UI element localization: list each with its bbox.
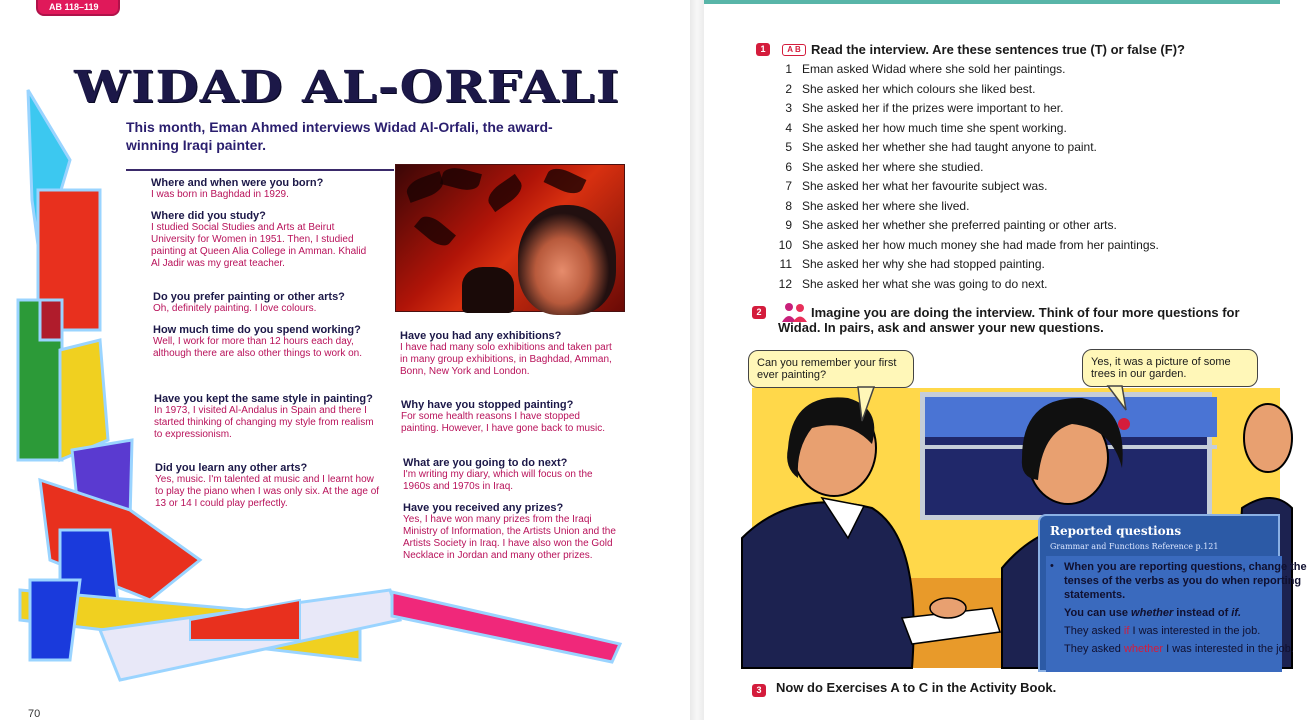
item-number: 9 [785,218,792,232]
qa-item [153,324,381,360]
answer: Oh, definitely painting. I love colours. [153,303,317,314]
item-number: 3 [785,101,792,115]
item-number: 6 [785,159,792,174]
interview-illustration [752,388,1307,668]
list-item [778,62,1159,82]
answer: Well, I work for more than 12 hours each day, although there are also other things to work on. [153,336,363,359]
item-text: She asked her what she was going to do next. [802,276,1048,291]
item-number: 5 [785,140,792,154]
example-line [1064,624,1260,638]
example-text: They asked [1064,643,1124,655]
item-text: She asked her why she had stopped painting. [802,257,1045,271]
question: Where and when were you born? [151,177,324,189]
answer: I was born in Baghdad in 1929. [151,189,289,200]
question: What are you going to do next? [403,457,568,469]
photo-leaf [404,171,447,203]
photo-leaf [414,211,456,251]
example-line [1064,642,1294,656]
photo-leaf [544,164,587,198]
item-number: 1 [785,62,792,76]
question: Have you had any exhibitions? [400,330,562,342]
list-item [778,277,1159,297]
list-item [778,257,1159,277]
bullet-icon: • [1050,560,1054,572]
right-page [704,0,1307,720]
answer: I'm writing my diary, which will focus on the 1960s and 1970s in Iraq. [403,469,593,492]
item-text: She asked her where she lived. [802,198,970,213]
top-strip [704,0,1280,4]
item-text: She asked her which colours she liked best. [802,81,1036,96]
exercise-3-instruction: Now do Exercises A to C in the Activity Book. [776,680,1057,695]
divider [126,169,394,171]
item-text: She asked her if the prizes were important to her. [802,101,1064,115]
photo-leaf [440,164,482,193]
item-number: 8 [785,198,792,213]
question: Have you kept the same style in painting? [154,393,373,405]
qa-item [403,457,609,493]
list-item [778,218,1159,238]
answer: For some health reasons I have stopped painting. However, I have gone back to music. [401,411,606,434]
exercise-1-instruction: Read the interview. Are these sentences true (T) or false (F)? [811,42,1185,57]
qa-item [155,462,381,510]
qa-item [153,291,393,315]
answer: I have had many solo exhibitions and taken part in many group exhibitions, in Baghdad, Amman, Bonn, New York and London. [400,342,612,377]
exercise-1-number: 1 [756,43,770,56]
list-item [778,121,1159,141]
pair-work-icon [781,302,809,322]
highlight-if: if [1123,625,1130,637]
question: Did you learn any other arts? [155,462,308,474]
photo-leaf [484,174,527,212]
page-number: 70 [28,708,41,720]
item-number: 10 [778,237,792,252]
answer: Yes, I have won many prizes from the Iraqi Ministry of Information, the Artists Union and the Artists Society in Iraq. I have also won the Gold Necklace in Jordan and many other prizes. [403,514,616,561]
qa-item [151,177,381,201]
exercise-2-instruction-line-2: Widad. In pairs, ask and answer your new questions. [778,320,1104,335]
exercise-3-number: 3 [752,684,766,697]
keyword-whether: whether [1131,607,1174,619]
speech-bubble-right: Yes, it was a picture of some trees in our garden. [1082,349,1258,387]
activity-book-tab: AB 118–119 [36,0,120,16]
question: Have you received any prizes? [403,502,564,514]
rule-text: instead of [1173,607,1232,619]
article-title: WIDAD AL-ORFALI [74,62,621,113]
exercise-1-list [778,62,1159,296]
qa-item [401,399,611,435]
item-number: 7 [785,179,792,193]
item-text: She asked her whether she had taught anyone to paint. [802,140,1097,154]
bubble-tail-right [1104,384,1134,414]
item-number: 2 [785,81,792,96]
rule-line [1064,606,1241,620]
painter-hand [462,267,514,313]
item-number: 12 [778,276,792,291]
book-gutter [690,0,704,720]
rule-line: statements. [1064,589,1126,601]
qa-item [151,210,376,270]
keyword-if: if. [1231,607,1242,619]
item-text: She asked her how much time she spent working. [802,120,1067,135]
speech-bubble-left: Can you remember your first ever painting? [748,350,914,388]
item-text: She asked her whether she preferred painting or other arts. [802,218,1117,232]
qa-item [154,393,380,441]
painter-face [518,205,616,315]
rules-panel [1046,556,1307,672]
example-text: I was interested in the job. [1129,625,1261,637]
rule-line: When you are reporting questions, change the [1064,561,1307,573]
rule-text: You can use [1064,607,1132,619]
list-item [778,199,1159,219]
bubble-tail-left [854,385,894,425]
painter-photo [395,164,625,312]
list-item [778,101,1159,121]
qa-item [403,502,619,562]
rule-line: tenses of the verbs as you do when reporting [1064,575,1302,587]
example-text: They asked [1064,625,1124,637]
decorative-shapes [0,60,640,700]
list-item [778,238,1159,258]
highlight-whether: whether [1123,643,1164,655]
list-item [778,179,1159,199]
question: Where did you study? [151,210,266,222]
item-text: She asked her what her favourite subject was. [802,179,1048,193]
grammar-reference: Grammar and Functions Reference p.121 [1050,542,1219,551]
exercise-2-number: 2 [752,306,766,319]
article-subtitle: This month, Eman Ahmed interviews Widad Al-Orfali, the award-winning Iraqi painter. [126,119,553,153]
exercise-2-instruction-line-1: Imagine you are doing the interview. Think of four more questions for [811,305,1240,320]
item-text: She asked her how much money she had made from her paintings. [802,237,1159,252]
item-number: 4 [785,120,792,135]
reported-questions-box [1038,514,1307,672]
item-number: 11 [779,257,792,271]
list-item [778,82,1159,102]
question: Why have you stopped painting? [401,399,574,411]
answer: In 1973, I visited Al-Andalus in Spain and there I started thinking of changing my style from realism to expressionism. [154,405,374,440]
example-text: I was interested in the job. [1163,643,1294,655]
item-text: Eman asked Widad where she sold her paintings. [802,62,1066,76]
ab-badge: A B [782,44,806,56]
qa-item [400,330,612,378]
question: Do you prefer painting or other arts? [153,291,345,303]
answer: Yes, music. I'm talented at music and I learnt how to play the piano when I was only six. At the age of 13 or 14 I could play perfectly. [155,474,380,509]
list-item [778,160,1159,180]
answer: I studied Social Studies and Arts at Beirut University for Women in 1951. Then, I studied painting at Queen Alia College in Amman. Khalid Al Jadir was my great teacher. [151,222,367,269]
question: How much time do you spend working? [153,324,361,336]
list-item [778,140,1159,160]
reported-questions-title: Reported questions [1050,524,1182,538]
item-text: She asked her where she studied. [802,159,984,174]
